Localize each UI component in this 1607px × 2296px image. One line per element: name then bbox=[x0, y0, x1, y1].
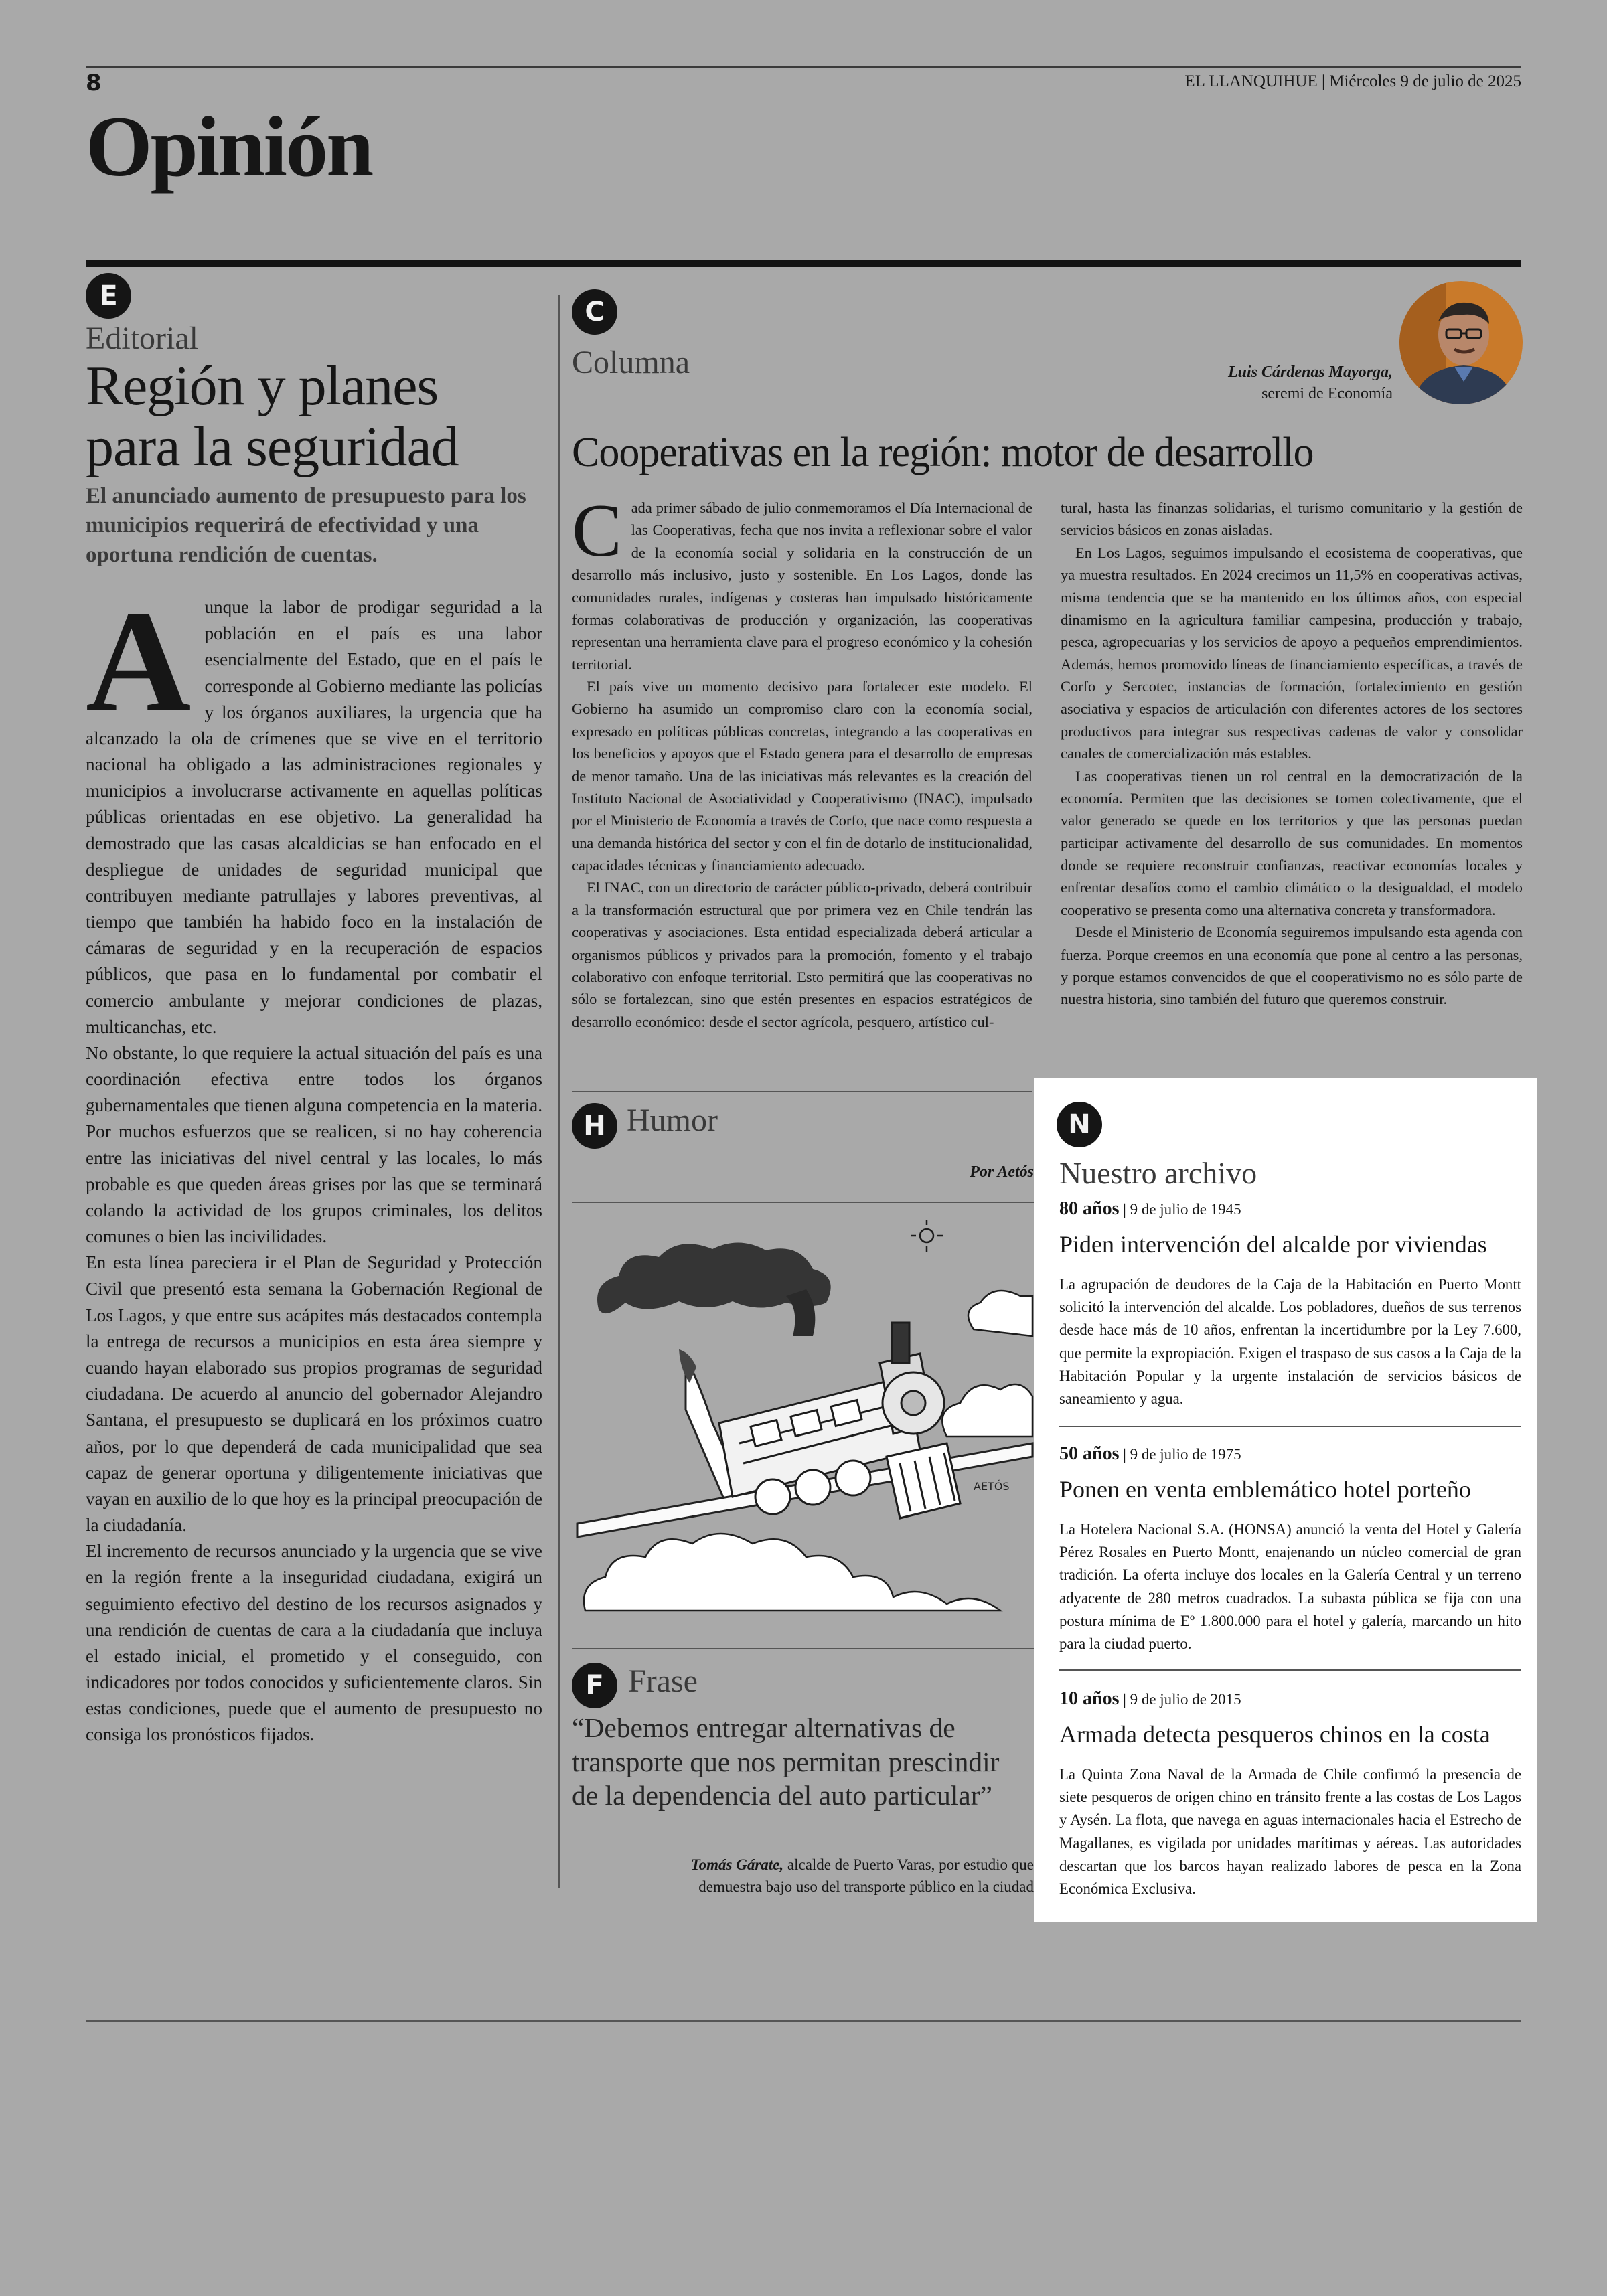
archive-date: 9 de julio de 2015 bbox=[1130, 1691, 1241, 1708]
column-divider bbox=[558, 295, 560, 1888]
column-paragraph: Cada primer sábado de julio conmemoramos el Día Internacional de las Cooperativas, fecha que nos invita a reflexionar sobre el valor de la economía social y solidaria en la construcción de un desarrollo más inclusivo, justo y sostenible. En Los Lagos, donde las comunidades rurales, indígenas y costeras han impulsado históricamente formas colaborativas de producción y organización, las cooperativas representan una herramienta clave para el progreso económico y la cohesión territorial. bbox=[572, 489, 1032, 673]
editorial-badge: E bbox=[86, 273, 131, 319]
attribution-line: demuestra bajo uso del transporte público en la ciudad bbox=[698, 1878, 1034, 1895]
drop-cap: A bbox=[86, 581, 192, 742]
humor-badge: H bbox=[572, 1103, 617, 1149]
frase-attribution bbox=[572, 1854, 1034, 1898]
frase-badge: F bbox=[572, 1663, 617, 1708]
column-paragraph: tural, hasta las finanzas solidarias, el turismo comunitario y la gestión de servicios básicos en zonas aisladas. bbox=[1061, 499, 1523, 539]
column-paragraph: El país vive un momento decisivo para fortalecer este modelo. El Gobierno ha asumido un compromiso claro con la economía social, expresado en políticas públicas concretas, integrando a las cooperativas en los beneficios y apoyos que el Estado genera para el desarrollo de empresas de menor tamaño. Una de las iniciativas más relevantes es la creación del Instituto Nacional de Asociatividad y Cooperativismo (INAC), impulsado por el Ministerio de Economía a través de Corfo, que nace como respuesta a una demanda histórica del sector y con el fin de dotarlo de institucionalidad, capacidades técnicas y financiamiento adecuado. bbox=[572, 678, 1032, 874]
archive-headline: Armada detecta pesqueros chinos en la costa bbox=[1059, 1721, 1490, 1748]
editorial-title-line: para la seguridad bbox=[86, 415, 459, 478]
section-rule bbox=[86, 260, 1521, 267]
column-paragraph: Desde el Ministerio de Economía seguiremos impulsando esta agenda con fuerza. Porque creemos en una economía que pone al centro a las personas, y porque estamos convencidos de que el cooperativismo no es sólo parte de nuestra historia, sino también del futuro que queremos construir. bbox=[1061, 924, 1523, 1008]
archive-years: 50 años bbox=[1059, 1443, 1120, 1464]
editorial-paragraph: Aunque la labor de prodigar seguridad a la población en el país es una labor esencialmente del Estado, que en el país le corresponde al Gobierno mediante las policías y los órganos auxiliares, la urgencia que ha alcanzado la ola de crímenes que se vive en el territorio nacional ha obligado a las administraciones regionales y municipios a involucrarse activamente en aquellas políticas públicas orientadas en ese objetivo. La generalidad ha demostrado que las casas alcaldicias se han enfocado en el despliegue de unidades de seguridad municipal que contribuyen mediante patrullajes y labores preventivas, al tiempo que también ha habido foco en la instalación de cámaras de seguridad y en la recuperación de espacios públicos, que pasa en lo fundamental por combatir el comercio ambulante y mejorar condiciones de plazas, multicanchas, etc. bbox=[86, 581, 542, 1037]
page-number: 8 bbox=[86, 70, 102, 96]
editorial-title-line: Región y planes bbox=[86, 355, 439, 417]
archive-headline: Piden intervención del alcalde por viviendas bbox=[1059, 1231, 1487, 1258]
attribution-name: Tomás Gárate, bbox=[690, 1856, 784, 1873]
issue-date: Miércoles 9 de julio de 2025 bbox=[1329, 72, 1521, 90]
cartoon bbox=[572, 1209, 1034, 1624]
frase-rule bbox=[572, 1648, 1034, 1649]
archive-headline: Ponen en venta emblemático hotel porteño bbox=[1059, 1476, 1471, 1503]
editorial-kicker: Editorial bbox=[86, 321, 198, 356]
train-cartoon-illustration bbox=[572, 1209, 1034, 1624]
column-kicker: Columna bbox=[572, 345, 690, 380]
top-rule bbox=[86, 66, 1521, 68]
editorial-paragraph: El incremento de recursos anunciado y la urgencia que se vive en la región frente a la inseguridad ciudadana, exigirá un seguimiento efectivo del destino de los recursos asignados y una rendición de cuentas de cara a la ciudadanía que incluya el estado inicial, el prometido y el conseguido, con indicadores por todos conocidos y suficientemente claros. Sin estas condiciones, puede que el aumento de presupuesto no consiga los pronósticos fijados. bbox=[86, 1541, 542, 1745]
archive-kicker: Nuestro archivo bbox=[1059, 1156, 1257, 1190]
archive-divider bbox=[1059, 1426, 1521, 1427]
column-paragraph: El INAC, con un directorio de carácter público-privado, deberá contribuir a la transformación estructural que por primera vez en Chile tendrán las cooperativas y asociaciones. Esta entidad especializada deberá articular a organismos públicos y privados para la promoción, fomento y el trabajo colaborativo con enfoque territorial. Esto permitirá que las cooperativas no sólo se fortalezcan, sino que estén presentes en espacios estratégicos de desarrollo económico: desde el sector agrícola, pesquero, artístico cul- bbox=[572, 879, 1032, 1030]
archive-years: 80 años bbox=[1059, 1198, 1120, 1219]
newspaper-name: EL LLANQUIHUE bbox=[1184, 72, 1318, 90]
author-photo bbox=[1399, 281, 1523, 404]
humor-rule bbox=[572, 1091, 1032, 1092]
archive-years: 10 años bbox=[1059, 1688, 1120, 1709]
column-paragraph: Las cooperativas tienen un rol central en la democratización de la economía. Permiten que las decisiones se tomen colectivamente, que el valor generado se quede en los territorios y que las personas puedan participar activamente del desarrollo de sus comunidades. En momentos donde se requiere reconstruir confianzas, reactivar economías locales y enfrentar desafíos como el cambio climático o la desigualdad, el modelo cooperativo se presenta como una alternativa concreta y transformadora. bbox=[1061, 767, 1523, 918]
frase-kicker: Frase bbox=[628, 1663, 698, 1699]
editorial-deck: El anunciado aumento de presupuesto para los municipios requerirá de efectividad y una oportuna rendición de cuentas. bbox=[86, 484, 526, 567]
column-byline bbox=[1098, 361, 1393, 405]
separator: | bbox=[1321, 72, 1330, 90]
author-name: Luis Cárdenas Mayorga, bbox=[1227, 363, 1393, 381]
archive-item: 10 años | 9 de julio de 2015 Armada detecta pesqueros chinos en la costa La Quinta Zona Naval de la Armada de Chile confirmó la presencia de siete pesqueros de origen chino en tránsito frente a las costas de Los Lagos y Aysén. La flota, que navega en aguas internacionales hacia el Estrecho de Magallanes, es vigilada por unidades marítimas y aéreas. Las autoridades descartan que los barcos hayan realizado labores de pesca en la Zona Económica Exclusiva. bbox=[1059, 1688, 1521, 1900]
archive-body: La Quinta Zona Naval de la Armada de Chile confirmó la presencia de siete pesqueros de origen chino en tránsito frente a las costas de Los Lagos y Aysén. La flota, que navega en aguas internacionales hacia el Estrecho de Magallanes, es vigilada por unidades marítimas y aéreas. Las autoridades descartan que los barcos hayan realizado labores de pesca en la Zona Económica Exclusiva. bbox=[1059, 1766, 1521, 1897]
archive-body: La Hotelera Nacional S.A. (HONSA) anunció la venta del Hotel y Galería Pérez Rosales en Puerto Montt, enajenando un núcleo comercial de gran tradición. La oferta incluye dos locales en la Galería Central y un terreno adyacente de 280 metros cuadrados. La subasta pública se fija con una postura mínima de Eº 1.800.000 para el hotel y galería, marcando un hito para la ciudad puerto. bbox=[1059, 1521, 1521, 1652]
editorial-paragraph: En esta línea pareciera ir el Plan de Seguridad y Protección Civil que presentó esta semana la Gobernación Regional de Los Lagos, y que entre sus acápites más destacados contempla la entrega de recursos a municipios en esta área siempre y cuando hayan elaborado sus propios programas de seguridad ciudadana. De acuerdo al anuncio del gobernador Alejandro Santana, el presupuesto se duplicará en los próximos cuatro años, por lo que dependerá de cada municipalidad que sea capaz de generar oportuna y diligentemente iniciativas que vayan en auxilio de lo que hoy es la principal preocupación de la ciudadanía. bbox=[86, 1252, 542, 1536]
archive-item: 50 años | 9 de julio de 1975 Ponen en venta emblemático hotel porteño La Hotelera Nacional S.A. (HONSA) anunció la venta del Hotel y Galería Pérez Rosales en Puerto Montt, enajenando un núcleo comercial de gran tradición. La oferta incluye dos locales en la Galería Central y un terreno adyacente de 280 metros cuadrados. La subasta pública se fija con una postura mínima de Eº 1.800.000 para el hotel y galería, marcando un hito para la ciudad puerto. bbox=[1059, 1443, 1521, 1655]
attribution-line: Tomás Gárate, alcalde de Puerto Varas, por estudio que bbox=[690, 1856, 1034, 1873]
editorial-title bbox=[86, 356, 554, 477]
drop-cap: C bbox=[572, 489, 622, 572]
archive-badge: N bbox=[1057, 1102, 1102, 1147]
archive-body: La agrupación de deudores de la Caja de la Habitación en Puerto Montt solicitó la intervención del alcalde. Los pobladores, dueños de sus terrenos desde hace más de 10 años, enfrentan la incertidumbre por la Ley 7.600, que permite la expropiación. Exigen el traspaso de sus casos a la Caja de la Habitación Popular y la urgente instalación de servicios básicos de saneamiento y agua. bbox=[1059, 1276, 1521, 1407]
archive-date: 9 de julio de 1975 bbox=[1130, 1446, 1241, 1463]
frase-quote: “Debemos entregar alternativas de transporte que nos permitan prescindir de la dependencia del auto particular” bbox=[572, 1712, 1000, 1811]
cartoonist-credit: Por Aetós bbox=[970, 1163, 1034, 1181]
author-role: seremi de Economía bbox=[1261, 385, 1393, 403]
editorial-body bbox=[86, 581, 542, 1748]
column-paragraph: En Los Lagos, seguimos impulsando el ecosistema de cooperativas, que ya muestra resultados. En 2024 crecimos un 11,5% en cooperativas activas, misma tendencia que se ha mantenido en los últimos años, con especial dinamismo en la agricultura familiar campesina, producción y trabajo, pesca, agropecuarias y los servicios de apoyo a pequeños emprendimientos. Además, hemos promovido líneas de financiamiento específicas, a través de Corfo y Sercotec, instancias de formación, fortalecimiento en gestión asociativa y espacios de articulación con diferentes actores de los sectores productivos para integrar sus respectivas cadenas de valor y consolidar canales de comercialización más estables. bbox=[1061, 544, 1523, 762]
editorial-paragraph: No obstante, lo que requiere la actual situación del país es una coordinación efectiva entre todos los órganos gubernamentales que tienen alguna competencia en la materia. Por muchos esfuerzos que se realicen, si no hay coherencia entre las iniciativas del nivel central y las locales, lo más probable es que queden áreas grises por las que se terminará colando la actividad de los grupos criminales, los delitos comunes o bien las incivilidades. bbox=[86, 1042, 542, 1247]
archive-divider bbox=[1059, 1669, 1521, 1671]
bottom-rule bbox=[86, 2020, 1521, 2022]
column-text-right bbox=[1061, 497, 1523, 1011]
archive-item: 80 años | 9 de julio de 1945 Piden intervención del alcalde por viviendas La agrupación de deudores de la Caja de la Habitación en Puerto Montt solicitó la intervención del alcalde. Los pobladores, dueños de sus terrenos desde hace más de 10 años, enfrentan la incertidumbre por la Ley 7.600, que permite la expropiación. Exigen el traspaso de sus casos a la Caja de la Habitación Popular y la urgente instalación de servicios básicos de saneamiento y agua. bbox=[1059, 1198, 1521, 1410]
column-badge: C bbox=[572, 289, 617, 335]
humor-kicker: Humor bbox=[627, 1102, 718, 1138]
column-title: Cooperativas en la región: motor de desarrollo bbox=[572, 430, 1314, 475]
cartoon-top-rule bbox=[572, 1202, 1034, 1203]
issue-info bbox=[1184, 72, 1521, 91]
column-text-left bbox=[572, 489, 1032, 1033]
author-portrait bbox=[1399, 281, 1523, 404]
section-title: Opinión bbox=[86, 99, 372, 194]
archive-date: 9 de julio de 1945 bbox=[1130, 1201, 1241, 1218]
cartoon-signature: AETÓS bbox=[974, 1480, 1010, 1493]
